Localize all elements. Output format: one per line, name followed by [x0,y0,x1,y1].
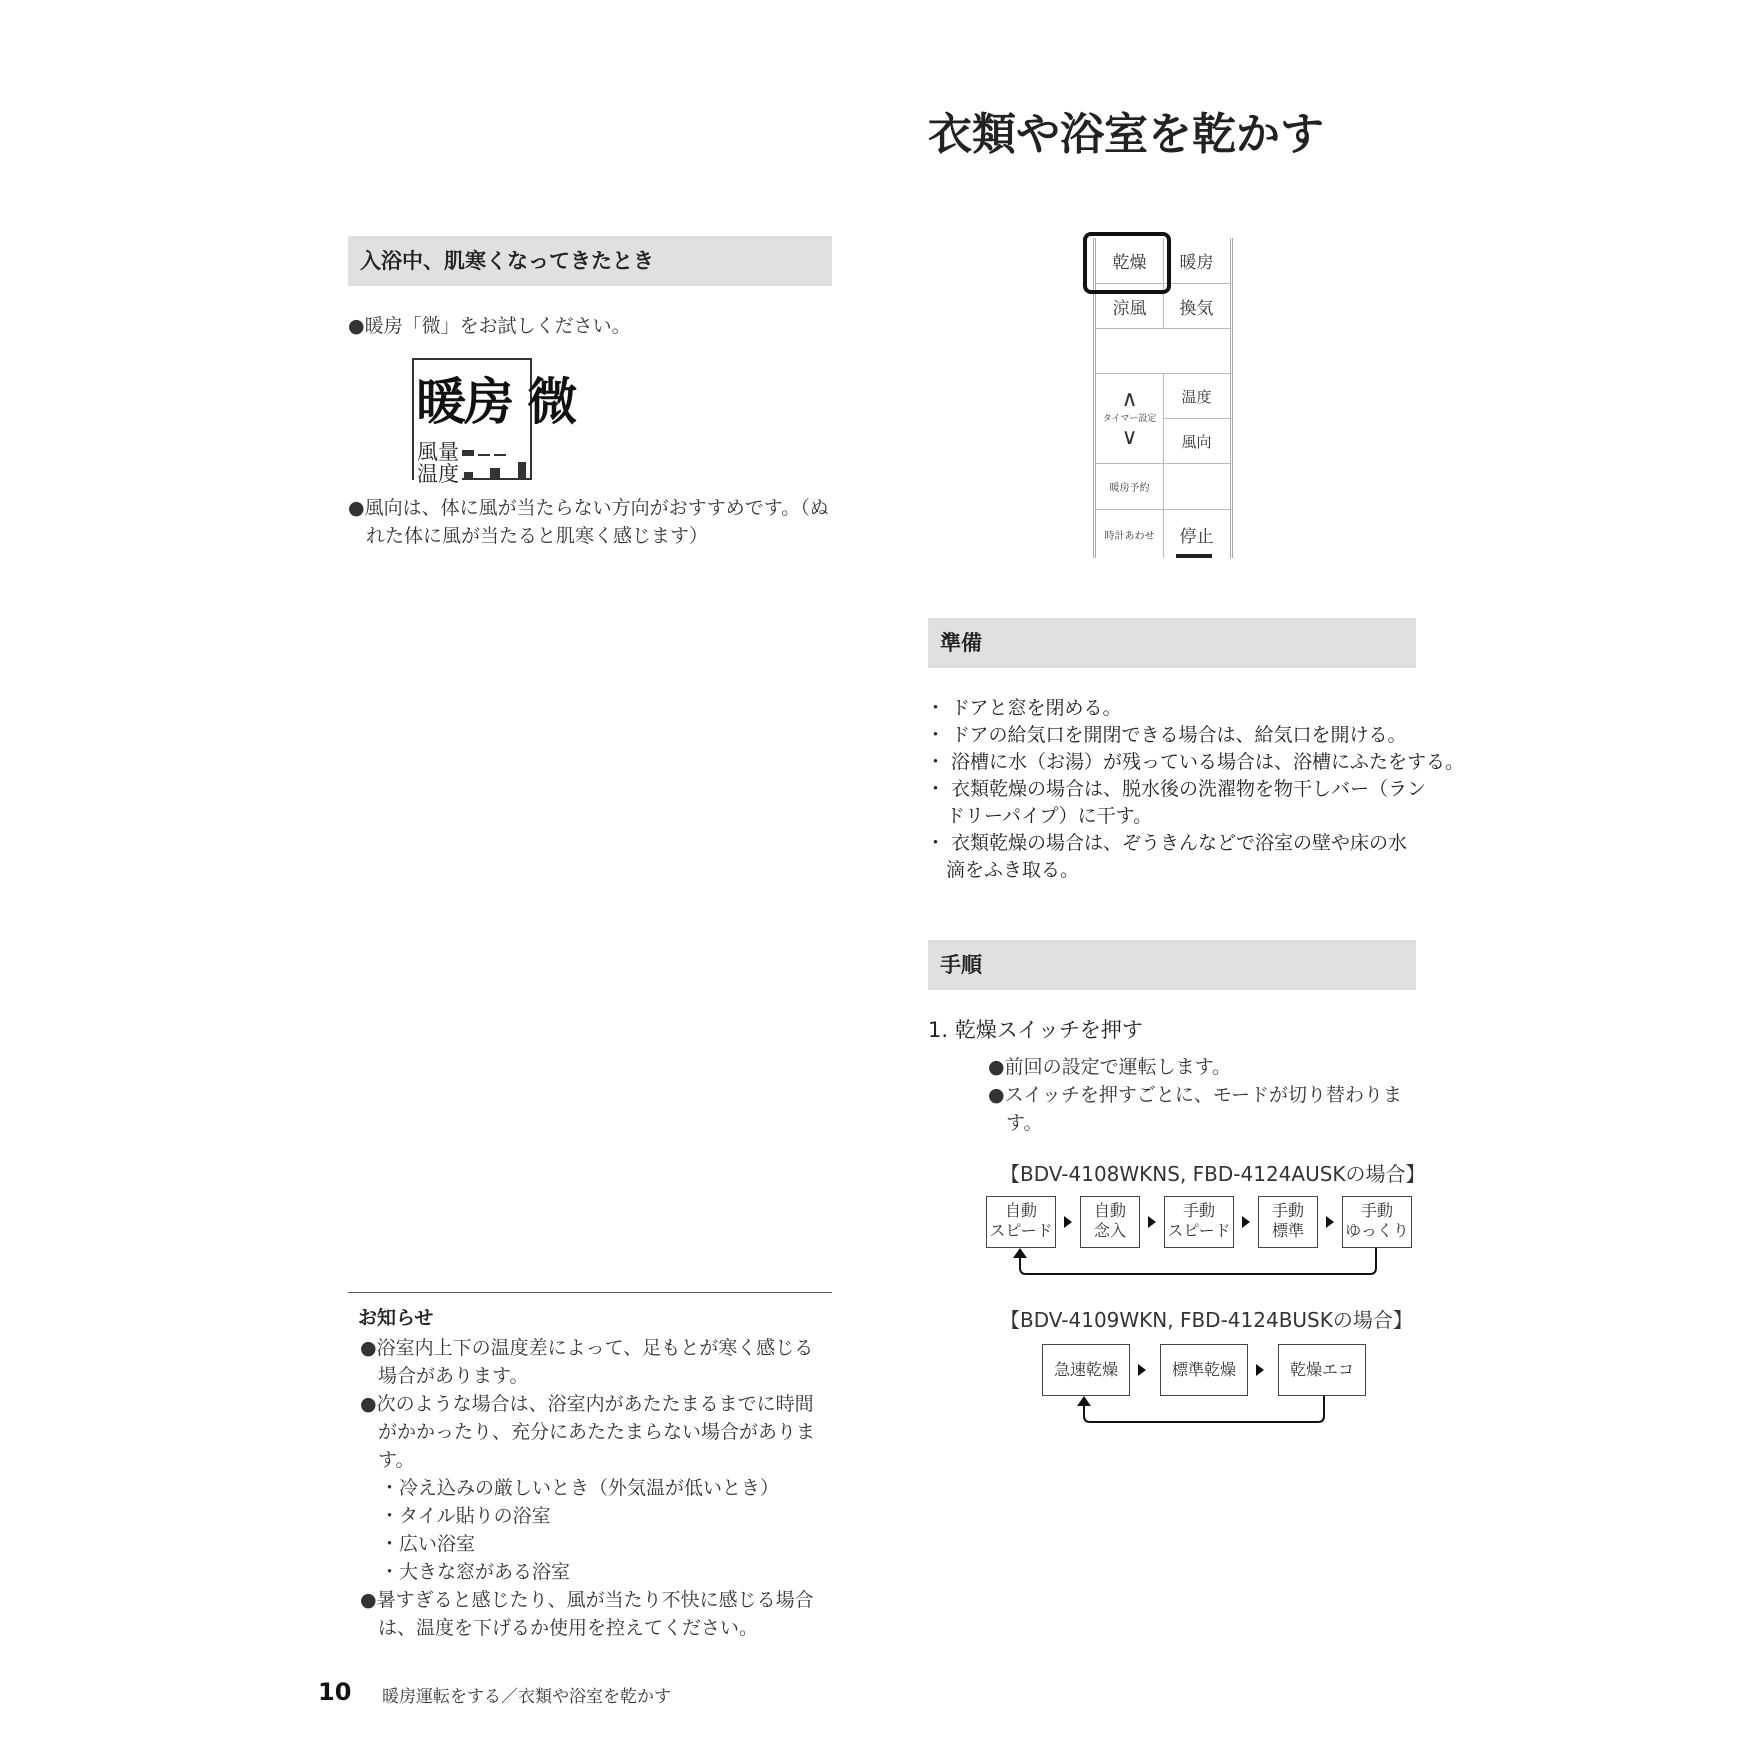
mode-line: 手動 [1182,1201,1215,1220]
arrow-right-icon [1138,1364,1146,1376]
lcd-airflow-level-2 [478,454,490,456]
clock-set-button[interactable]: 時計あわせ [1104,530,1155,542]
timer-down-button[interactable]: ∨ [1121,424,1138,450]
direction-button[interactable]: 風向 [1163,419,1230,464]
lcd-temp-label: 温度 [417,462,459,486]
mode-manual-standard [1258,1196,1318,1248]
notice-line: ●次のような場合は、浴室内があたたまるまでに時間 [360,1393,814,1415]
step-1-bullet: ●前回の設定で運転します。 [988,1056,1232,1078]
prep-item-cont: 滴をふき取る。 [946,859,1080,881]
mode-auto-speed [986,1196,1056,1248]
bullet-direction-2: れた体に風が当たると肌寒く感じます） [366,525,709,547]
loop-back-arrow-a [980,1246,1420,1280]
arrow-right-icon [1064,1216,1072,1228]
notice-sub-item: ・タイル貼りの浴室 [380,1505,551,1527]
arrow-right-icon [1148,1216,1156,1228]
mode-line: 念入 [1093,1221,1126,1240]
notice-sub-item: ・大きな窓がある浴室 [380,1561,571,1583]
mode-standard-dry: 標準乾燥 [1160,1344,1248,1396]
heat-button[interactable]: 暖房 [1163,238,1230,284]
notice-line: す。 [378,1449,415,1471]
lcd-airflow-level-3 [494,454,506,456]
mode-line: 手動 [1360,1201,1393,1220]
prep-item-cont: ドリーパイプ）に干す。 [946,805,1153,827]
section-heading-prep: 準備 [928,618,1416,668]
lcd-temp-level-3 [518,462,526,478]
mode-line: ゆっくり [1345,1221,1409,1240]
notice-line: ●浴室内上下の温度差によって、足もとが寒く感じる [360,1337,814,1359]
mode-auto-thorough [1080,1196,1140,1248]
ventilation-button[interactable]: 換気 [1163,284,1230,329]
notice-divider [348,1292,832,1293]
stop-button[interactable]: 停止 [1179,526,1214,547]
mode-line: 自動 [1093,1201,1126,1220]
arrow-right-icon [1256,1364,1264,1376]
notice-line: 場合があります。 [378,1365,529,1387]
lcd-mode-text: 暖房 微 [416,373,576,431]
notice-title: お知らせ [358,1307,434,1329]
lcd-airflow-level-1 [462,450,474,456]
mode-eco-dry: 乾燥エコ [1278,1344,1366,1396]
model-b-caption: 【BDV-4109WKN, FBD-4124BUSKの場合】 [1000,1308,1413,1332]
cell-divider [1163,374,1164,558]
cool-air-button[interactable]: 涼風 [1096,284,1163,329]
lcd-display [412,358,576,486]
blank-row [1096,329,1230,374]
prep-item: ・ ドアの給気口を開閉できる場合は、給気口を開ける。 [926,724,1407,746]
prep-item: ・ 衣類乾燥の場合は、脱水後の洗濯物を物干しバー（ラン [926,778,1427,800]
prep-item: ・ ドアと窓を閉める。 [926,697,1122,719]
mode-line: 自動 [1004,1201,1037,1220]
stop-indicator [1176,554,1212,558]
mode-line: 手動 [1271,1201,1304,1220]
heat-reserve-button[interactable]: 暖房予約 [1096,464,1163,510]
footer-chapter-title: 暖房運転をする／衣類や浴室を乾かす [382,1687,671,1707]
timer-set-group [1096,374,1163,464]
dry-button[interactable]: 乾燥 [1096,238,1163,284]
prep-item: ・ 浴槽に水（お湯）が残っている場合は、浴槽にふたをする。 [926,751,1465,773]
step-1-bullet-cont: す。 [1006,1112,1043,1134]
section-heading-chilly: 入浴中、肌寒くなってきたとき [348,236,832,286]
mode-manual-speed [1164,1196,1234,1248]
prep-item: ・ 衣類乾燥の場合は、ぞうきんなどで浴室の壁や床の水 [926,832,1408,854]
mode-line: スピード [989,1221,1053,1240]
notice-sub-item: ・広い浴室 [380,1533,476,1555]
mode-manual-slow [1342,1196,1412,1248]
notice-line: は、温度を下げるか使用を控えてください。 [378,1617,759,1639]
dry-button-highlight [1083,232,1171,294]
notice-line: がかかったり、充分にあたたまらない場合がありま [378,1421,816,1443]
lcd-temp-level-2 [490,468,500,478]
mode-line: スピード [1167,1221,1231,1240]
bullet-heat-micro: ●暖房「微」をお試しください。 [348,315,631,337]
notice-line: ●暑すぎると感じたり、風が当たり不快に感じる場合 [360,1589,814,1611]
mode-rapid-dry: 急速乾燥 [1042,1344,1130,1396]
step-1-title: 1. 乾燥スイッチを押す [928,1018,1143,1042]
mode-line: 標準 [1271,1221,1304,1240]
arrow-right-icon [1326,1216,1334,1228]
model-a-caption: 【BDV-4108WKNS, FBD-4124AUSKの場合】 [1000,1162,1426,1186]
loop-back-arrow-b [1040,1394,1380,1428]
temperature-button[interactable]: 温度 [1163,374,1230,419]
lcd-temp-baseline [462,478,530,480]
blank-cell [1163,464,1230,510]
timer-set-label: タイマー設定 [1102,413,1157,424]
page-title: 衣類や浴室を乾かす [928,109,1324,160]
timer-up-button[interactable]: ∧ [1121,386,1138,412]
arrow-right-icon [1242,1216,1250,1228]
notice-sub-item: ・冷え込みの厳しいとき（外気温が低いとき） [380,1477,780,1499]
bullet-direction-1: ●風向は、体に風が当たらない方向がおすすめです。（ぬ [348,497,829,519]
page-number: 10 [318,1678,352,1706]
lcd-airflow-label: 風量 [417,440,459,464]
section-heading-steps: 手順 [928,940,1416,990]
step-1-bullet: ●スイッチを押すごとに、モードが切り替わりま [988,1084,1403,1106]
